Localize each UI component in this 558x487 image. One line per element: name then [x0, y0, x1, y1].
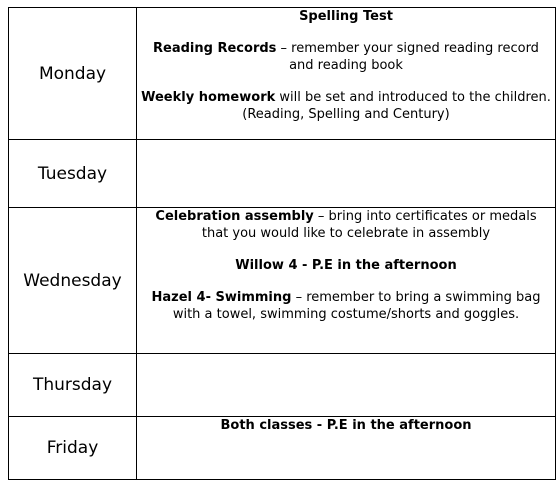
celebration-assembly-text: – bring into certificates or medals that you would like to celebrate in assembly — [201, 209, 537, 241]
details-wednesday — [137, 208, 556, 354]
weekly-homework-heading: Weekly homework — [141, 90, 276, 105]
hazel-swimming-note — [141, 289, 551, 323]
schedule-row-thursday — [9, 354, 556, 417]
celebration-assembly-note — [141, 208, 551, 242]
day-label-monday: Monday — [9, 8, 137, 140]
willow-pe-note: Willow 4 - P.E in the afternoon — [235, 258, 457, 273]
day-label-tuesday: Tuesday — [9, 140, 137, 208]
schedule-row-friday — [9, 417, 556, 480]
schedule-row-monday — [9, 8, 556, 140]
reading-records-note — [141, 40, 551, 74]
day-label-thursday: Thursday — [9, 354, 137, 417]
reading-records-heading: Reading Records — [153, 41, 277, 56]
details-monday — [137, 8, 556, 140]
weekly-homework-note — [141, 89, 551, 123]
celebration-assembly-heading: Celebration assembly — [155, 209, 314, 224]
details-friday — [137, 417, 556, 480]
schedule-row-wednesday — [9, 208, 556, 354]
hazel-swimming-heading: Hazel 4- Swimming — [151, 290, 292, 305]
day-label-friday: Friday — [9, 417, 137, 480]
schedule-row-tuesday — [9, 140, 556, 208]
reading-records-text: – remember your signed reading record and reading book — [276, 41, 539, 73]
weekly-homework-text: will be set and introduced to the children. (Reading, Spelling and Century) — [242, 90, 551, 122]
details-tuesday — [137, 140, 556, 208]
spelling-test-note: Spelling Test — [299, 9, 393, 24]
weekly-schedule-table — [8, 7, 556, 480]
friday-pe-note: Both classes - P.E in the afternoon — [220, 418, 472, 433]
details-thursday — [137, 354, 556, 417]
day-label-wednesday: Wednesday — [9, 208, 137, 354]
hazel-swimming-text: – remember to bring a swimming bag with a towel, swimming costume/shorts and goggles. — [172, 290, 541, 322]
